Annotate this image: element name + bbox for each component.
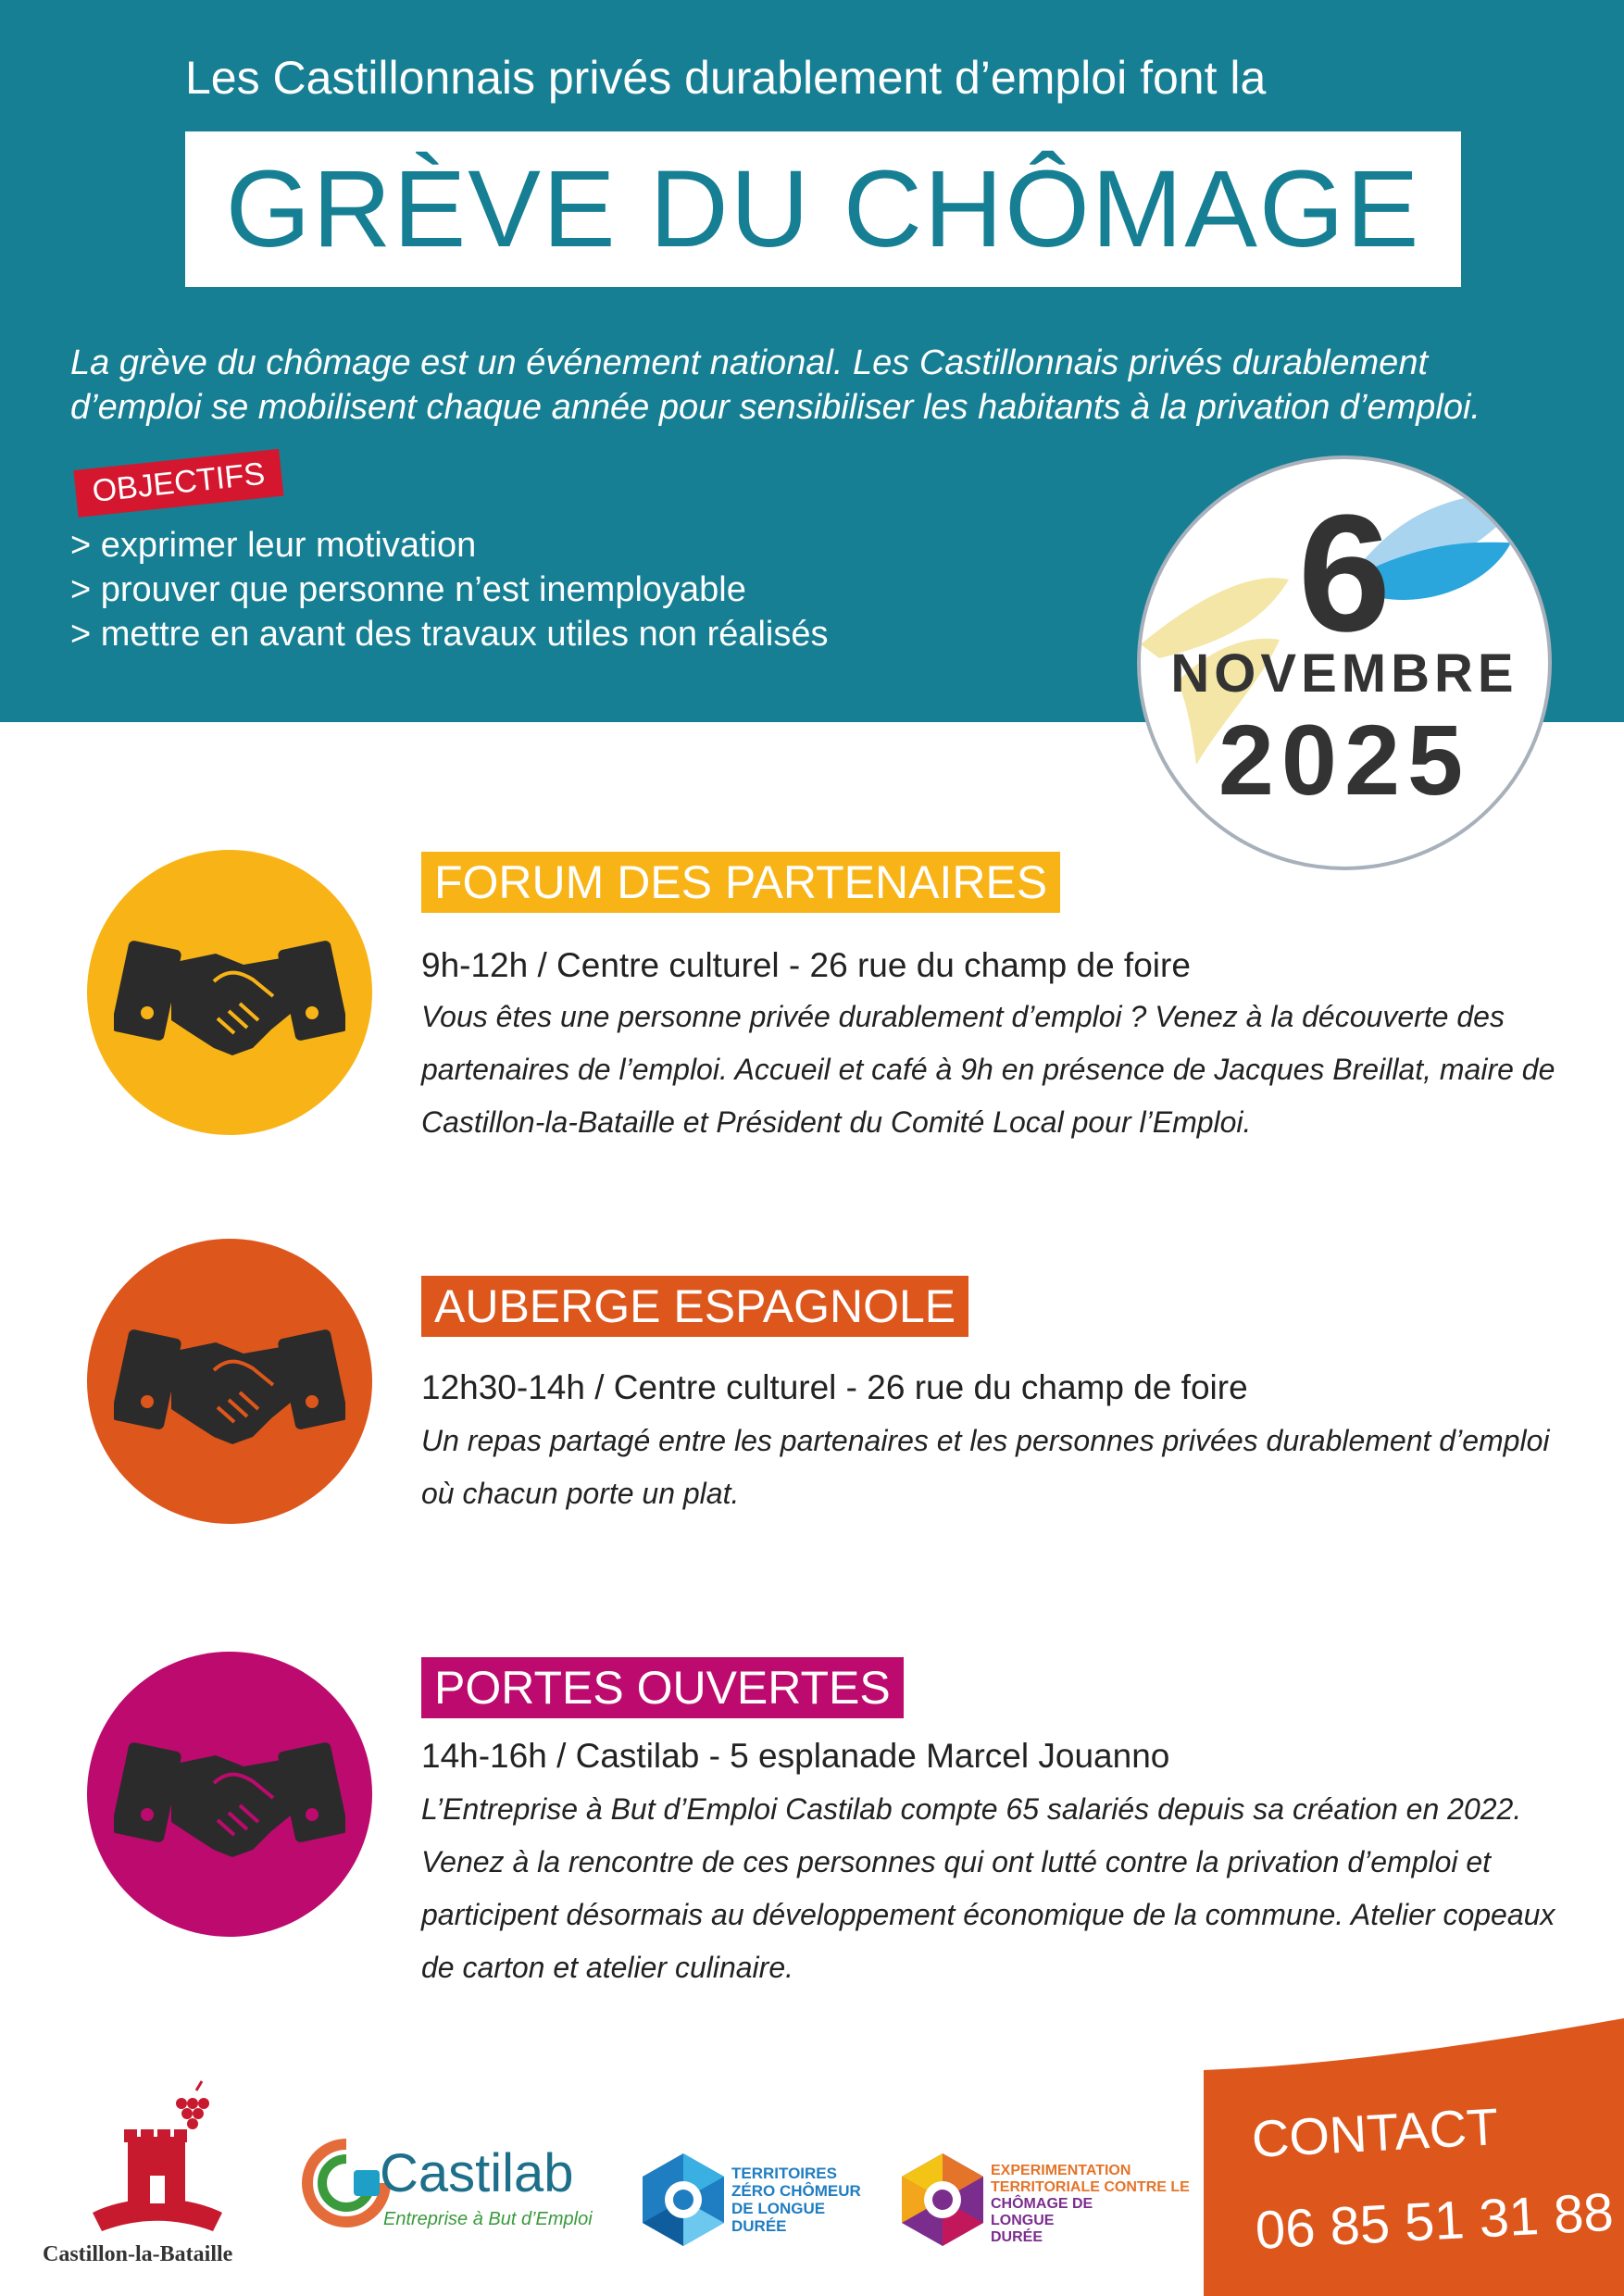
objectives-label: OBJECTIFS bbox=[73, 449, 283, 518]
page-title: GRÈVE DU CHÔMAGE bbox=[225, 148, 1421, 270]
date-badge bbox=[1137, 455, 1552, 870]
partner-logos bbox=[0, 2074, 1204, 2296]
event-description: Un repas partagé entre les partenaires et les personnes privées durablement d’emploi où chacun porte un plat. bbox=[421, 1424, 1550, 1510]
etc-line: CHÔMAGE DE bbox=[991, 2196, 1093, 2212]
event-description: Vous êtes une personne privée durablement d’emploi ? Venez à la découverte des partenaires de l’emploi. Accueil et café à 9h en présence de Jacques Breillat, maire de Castillon-la-Bataille et Président du Comité Local pour l’Emploi. bbox=[421, 1000, 1555, 1139]
kicker-text: Les Castillonnais privés durablement d’emploi font la bbox=[185, 52, 1267, 104]
intro-text: La grève du chômage est un événement national. Les Castillonnais privés durablement d’emploi se mobilisent chaque année pour sensibiliser les habitants à la privation d’emploi. bbox=[70, 343, 1480, 427]
date-month: NOVEMBRE bbox=[1170, 643, 1518, 704]
tzc-line: DE LONGUE bbox=[731, 2200, 826, 2217]
tzc-line: ZÉRO CHÔMEUR bbox=[731, 2182, 861, 2200]
castillon-logo bbox=[0, 2074, 296, 2296]
event-title: AUBERGE ESPAGNOLE bbox=[421, 1276, 968, 1337]
handshake-icon bbox=[114, 1729, 345, 1859]
etc-logo bbox=[894, 2152, 1200, 2263]
etc-line: TERRITORIALE CONTRE LE bbox=[991, 2179, 1190, 2195]
hexagon-icon bbox=[635, 2152, 731, 2248]
event-title: PORTES OUVERTES bbox=[421, 1657, 904, 1718]
event-icon-circle bbox=[87, 1239, 372, 1524]
castilab-tagline: Entreprise à But d’Emploi bbox=[383, 2209, 593, 2229]
date-year: 2025 bbox=[1218, 704, 1471, 816]
etc-line: LONGUE bbox=[991, 2213, 1055, 2228]
contact-block bbox=[1204, 2018, 1624, 2296]
event-icon-circle bbox=[87, 850, 372, 1135]
tzc-name bbox=[731, 2165, 861, 2235]
date-day: 6 bbox=[1297, 480, 1392, 667]
event-time-place: 14h-16h / Castilab - 5 esplanade Marcel Jouanno bbox=[421, 1737, 1170, 1775]
contact-phone[interactable]: 06 85 51 31 88 bbox=[1254, 2181, 1616, 2261]
objective-item: > prouver que personne n’est inemployable bbox=[70, 570, 746, 609]
castilab-c-icon bbox=[302, 2139, 391, 2227]
tzc-logo bbox=[635, 2152, 876, 2263]
castle-icon bbox=[0, 2074, 296, 2240]
etc-line: EXPERIMENTATION bbox=[991, 2163, 1131, 2178]
event-icon-circle bbox=[87, 1652, 372, 1937]
castilab-name: Castilab bbox=[380, 2143, 574, 2203]
castilab-logo bbox=[298, 2129, 604, 2240]
contact-label: CONTACT bbox=[1250, 2097, 1500, 2168]
objective-item: > exprimer leur motivation bbox=[70, 526, 477, 565]
objective-item: > mettre en avant des travaux utiles non réalisés bbox=[70, 615, 829, 654]
handshake-icon bbox=[114, 1316, 345, 1446]
title-box bbox=[185, 131, 1461, 287]
hexagon-icon bbox=[894, 2152, 991, 2248]
etc-line: DURÉE bbox=[991, 2229, 1043, 2245]
tzc-line: TERRITOIRES bbox=[731, 2165, 837, 2182]
event-time-place: 9h-12h / Centre culturel - 26 rue du champ de foire bbox=[421, 946, 1191, 984]
event-title: FORUM DES PARTENAIRES bbox=[421, 852, 1060, 913]
event-description: L’Entreprise à But d’Emploi Castilab compte 65 salariés depuis sa création en 2022. Venez à la rencontre de ces personnes qui ont lutté contre la privation d’emploi et participent désormais au développement économique de la commune. Atelier copeaux de carton et atelier culinaire. bbox=[421, 1792, 1555, 1984]
handshake-icon bbox=[114, 928, 345, 1057]
castillon-name: Castillon-la-Bataille bbox=[43, 2242, 233, 2266]
event-time-place: 12h30-14h / Centre culturel - 26 rue du champ de foire bbox=[421, 1368, 1248, 1406]
tzc-line: DURÉE bbox=[731, 2217, 787, 2235]
objectives-list bbox=[70, 523, 829, 656]
etc-name bbox=[991, 2163, 1190, 2246]
